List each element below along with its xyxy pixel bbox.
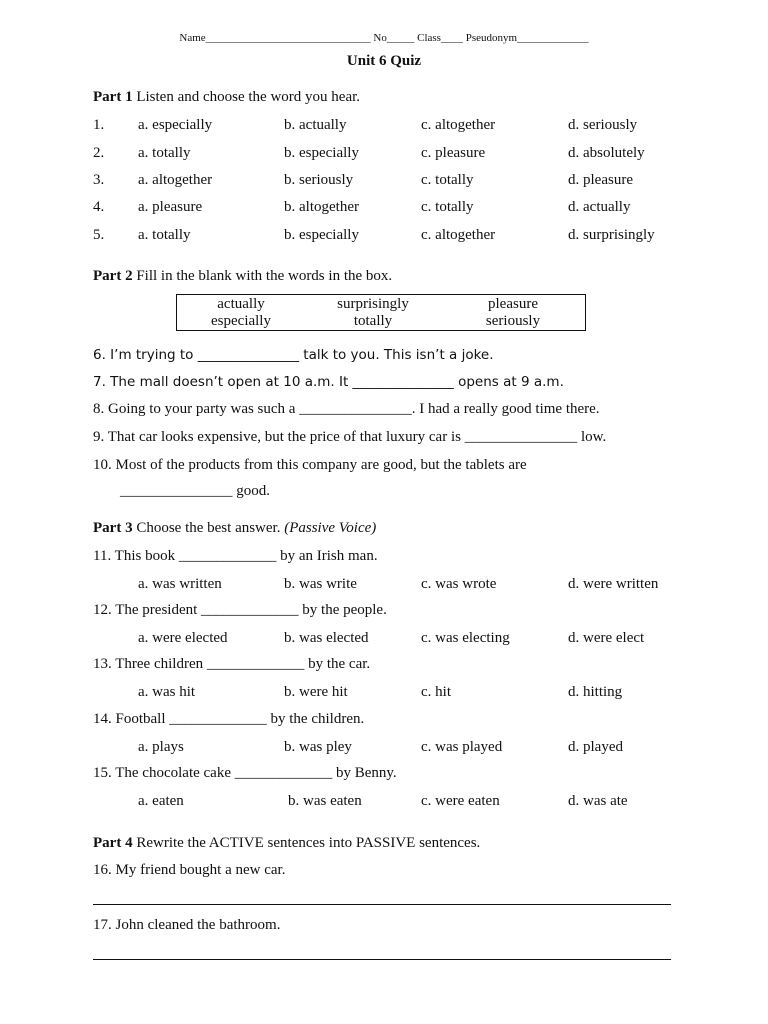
answer-line-17	[93, 959, 671, 960]
option-c: c. hit	[421, 684, 451, 700]
option-d: d. were elect	[568, 630, 645, 646]
option-c: c. altogether	[421, 117, 496, 133]
question-9: 9. That car looks expensive, but the price of that luxury car is _______________ low.	[93, 429, 607, 445]
question-11: 11. This book _____________ by an Irish man.	[93, 548, 378, 564]
question-16: 16. My friend bought a new car.	[93, 862, 286, 878]
option-d: d. absolutely	[568, 145, 645, 161]
question-14: 14. Football _____________ by the children.	[93, 711, 365, 727]
option-b: b. actually	[284, 117, 347, 133]
option-c: c. totally	[421, 199, 474, 215]
part3-label: Part 3	[93, 520, 133, 536]
question-7: 7. The mall doesn’t open at 10 a.m. It _______________ opens at 9 a.m.	[93, 374, 564, 390]
part3-instruction: Choose the best answer.	[136, 520, 281, 536]
option-b: b. was eaten	[288, 793, 362, 809]
question-number: 4.	[93, 199, 105, 215]
option-b: b. especially	[284, 145, 359, 161]
option-a: a. was hit	[138, 684, 196, 700]
question-6: 6. I’m trying to _______________ talk to you. This isn’t a joke.	[93, 347, 494, 363]
part1-instruction: Listen and choose the word you hear.	[136, 89, 361, 105]
answer-options-row	[0, 684, 768, 706]
option-c: c. was electing	[421, 630, 510, 646]
word-box-word: seriously	[485, 313, 541, 329]
part4-heading	[93, 835, 480, 852]
option-a: a. especially	[138, 117, 213, 133]
question-row	[0, 117, 768, 139]
student-info-line: Name______________________________ No_____ Class____ Pseudonym_____________	[179, 32, 589, 44]
option-b: b. altogether	[284, 199, 359, 215]
question-8: 8. Going to your party was such a _______________. I had a really good time there.	[93, 401, 600, 417]
option-d: d. seriously	[568, 117, 638, 133]
option-c: c. were eaten	[421, 793, 500, 809]
question-number: 1.	[93, 117, 105, 133]
option-d: d. surprisingly	[568, 227, 655, 243]
question-number: 3.	[93, 172, 105, 188]
option-d: d. actually	[568, 199, 631, 215]
part1-heading	[93, 89, 360, 106]
word-box-word: pleasure	[488, 296, 538, 312]
option-c: c. was wrote	[421, 576, 497, 592]
part2-heading	[93, 268, 392, 285]
question-number: 5.	[93, 227, 105, 243]
quiz-title: Unit 6 Quiz	[346, 53, 422, 69]
option-a: a. were elected	[138, 630, 228, 646]
option-c: c. totally	[421, 172, 474, 188]
question-10-blank-line: _______________ good.	[120, 483, 270, 499]
part2-instruction: Fill in the blank with the words in the box.	[136, 268, 393, 284]
question-number: 2.	[93, 145, 105, 161]
question-13: 13. Three children _____________ by the car.	[93, 656, 371, 672]
option-b: b. was elected	[284, 630, 369, 646]
option-b: b. especially	[284, 227, 359, 243]
answer-options-row	[0, 793, 768, 815]
option-d: d. pleasure	[568, 172, 633, 188]
question-row	[0, 227, 768, 249]
part4-label: Part 4	[93, 835, 133, 851]
question-10: 10. Most of the products from this company are good, but the tablets are	[93, 457, 527, 473]
option-c: c. altogether	[421, 227, 496, 243]
question-row	[0, 172, 768, 194]
answer-line-16	[93, 904, 671, 905]
option-a: a. totally	[138, 145, 191, 161]
answer-options-row	[0, 739, 768, 761]
part3-heading	[93, 520, 376, 537]
option-a: a. pleasure	[138, 199, 203, 215]
question-row	[0, 199, 768, 221]
word-box-word: especially	[211, 313, 271, 329]
option-d: d. played	[568, 739, 623, 755]
question-12: 12. The president _____________ by the people.	[93, 602, 387, 618]
word-box-word: surprisingly	[337, 296, 409, 312]
option-b: b. was pley	[284, 739, 352, 755]
part1-label: Part 1	[93, 89, 133, 105]
question-17: 17. John cleaned the bathroom.	[93, 917, 281, 933]
option-d: d. were written	[568, 576, 659, 592]
option-c: c. was played	[421, 739, 503, 755]
option-a: a. altogether	[138, 172, 213, 188]
part4-instruction: Rewrite the ACTIVE sentences into PASSIVE sentences.	[136, 835, 481, 851]
option-a: a. plays	[138, 739, 184, 755]
word-box-word: actually	[217, 296, 265, 312]
question-row	[0, 145, 768, 167]
option-d: d. hitting	[568, 684, 623, 700]
option-b: b. were hit	[284, 684, 348, 700]
word-box	[176, 294, 586, 331]
part2-label: Part 2	[93, 268, 133, 284]
part3-instruction-note: (Passive Voice)	[284, 520, 377, 536]
option-b: b. seriously	[284, 172, 354, 188]
option-d: d. was ate	[568, 793, 628, 809]
question-15: 15. The chocolate cake _____________ by Benny.	[93, 765, 397, 781]
option-c: c. pleasure	[421, 145, 486, 161]
answer-options-row	[0, 576, 768, 598]
option-a: a. totally	[138, 227, 191, 243]
word-box-word: totally	[353, 313, 393, 329]
option-b: b. was write	[284, 576, 357, 592]
option-a: a. eaten	[138, 793, 184, 809]
answer-options-row	[0, 630, 768, 652]
option-a: a. was written	[138, 576, 222, 592]
